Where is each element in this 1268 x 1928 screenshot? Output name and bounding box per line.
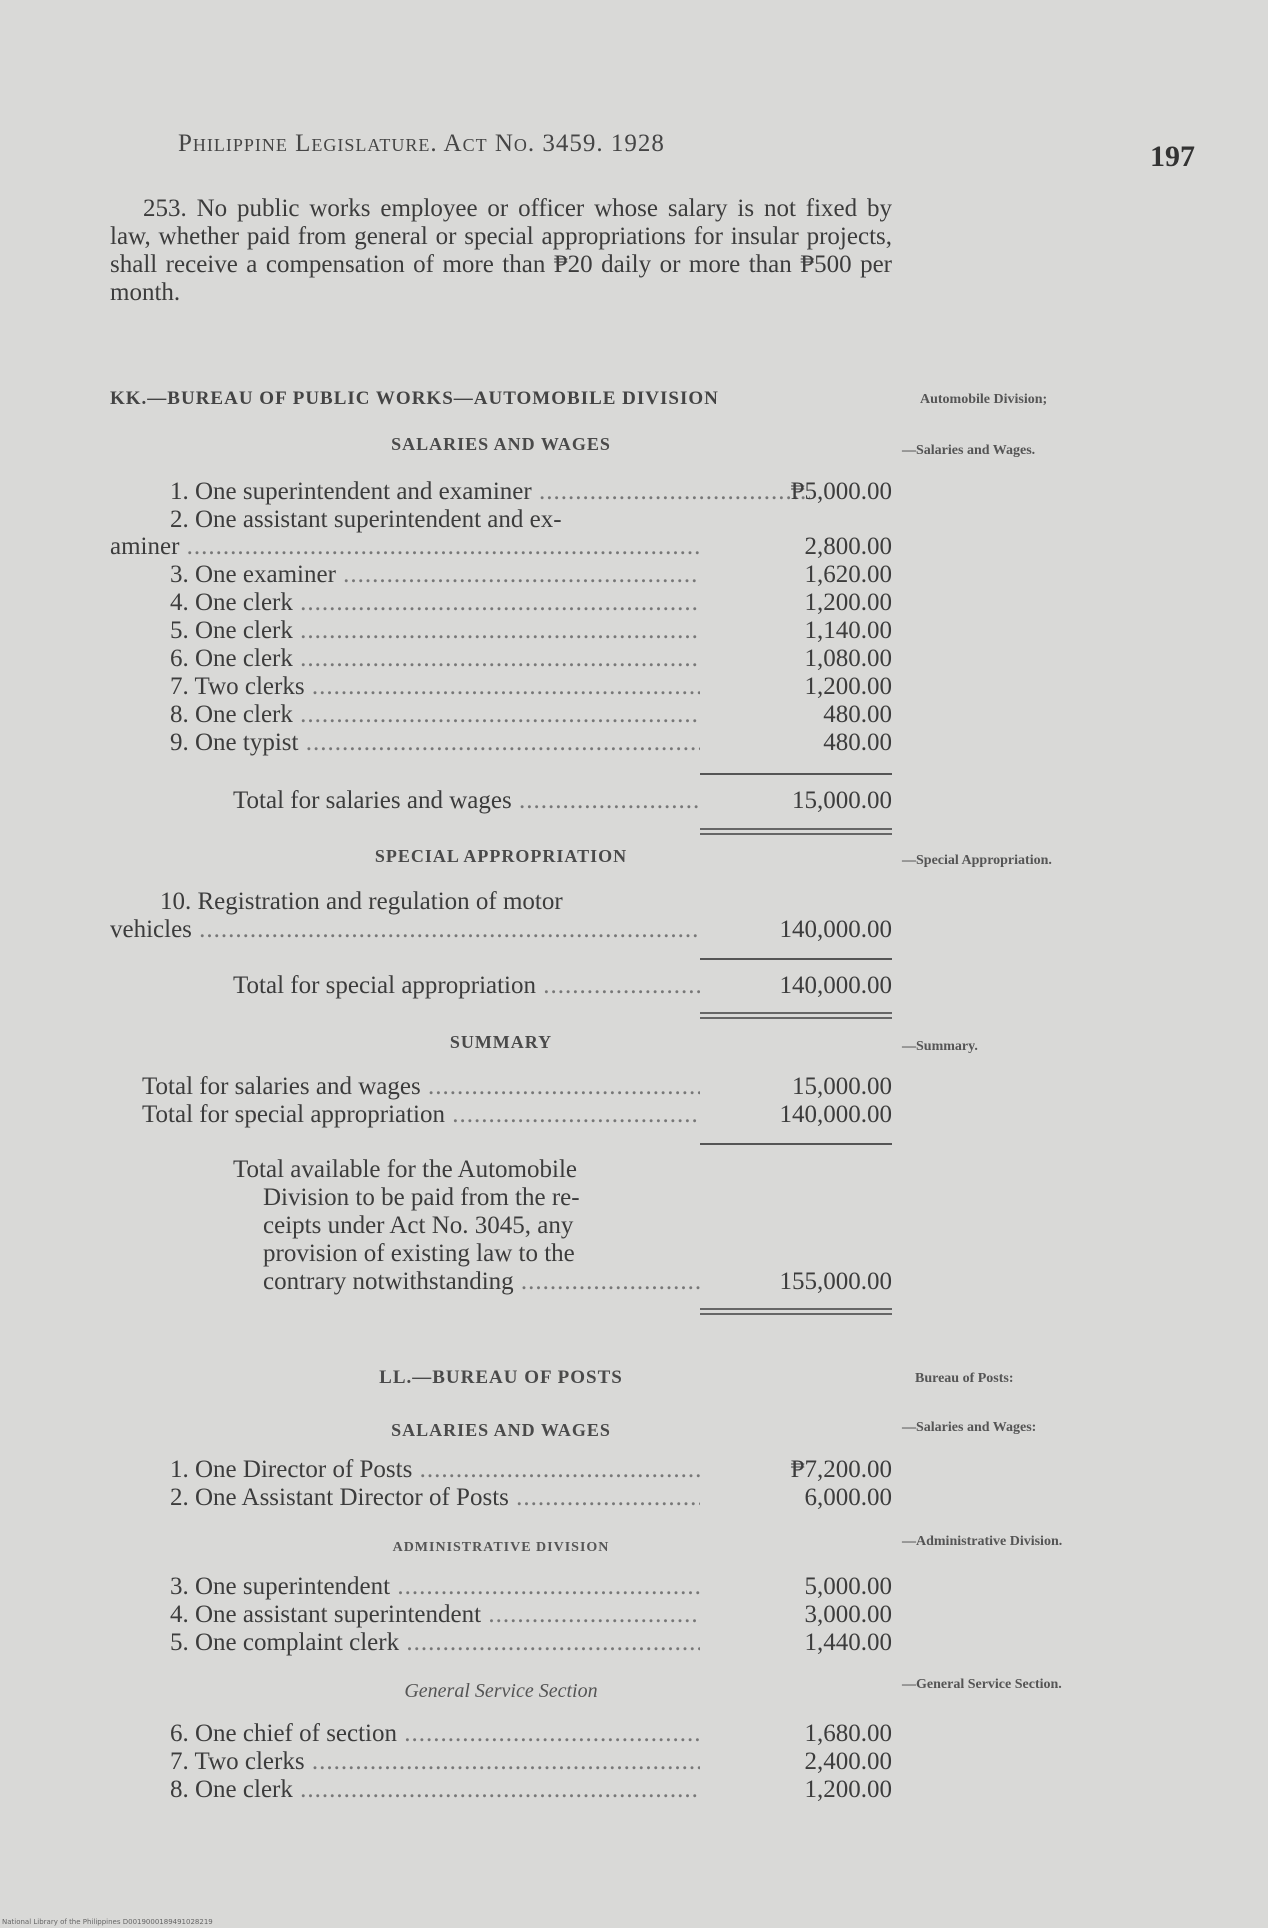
kk-total-available: contrary notwithstanding ..... 155,000.00: [110, 1268, 892, 1296]
kk-summary-special: Total for special appropriation ..... 140,000.00: [110, 1101, 892, 1129]
kk-total-available-text: [233, 1156, 703, 1268]
kk-item-2-line2: aminer ..... 2,800.00: [110, 533, 892, 561]
kk-item-10-line1: 10. Registration and regulation of motor: [160, 888, 563, 915]
footer-note: National Library of the Philippines D0019000189491028219: [2, 1918, 213, 1926]
kk-total-special: Total for special appropriation ..... 140,000.00: [110, 972, 892, 1000]
section-ll-title: LL.—BUREAU OF POSTS: [379, 1367, 623, 1388]
kk-item-7: 7. Two clerks ..... 1,200.00: [110, 673, 892, 701]
margin-note-automobile: Automobile Division;: [920, 392, 1048, 407]
page-number: 197: [1150, 140, 1195, 173]
kk-item-8: 8. One clerk ..... 480.00: [110, 701, 892, 729]
margin-note-kk-salaries: —Salaries and Wages.: [902, 443, 1036, 458]
kk-item-2-line1: 2. One assistant superintendent and ex-: [170, 506, 562, 533]
kk-salaries-heading: SALARIES AND WAGES: [391, 434, 611, 454]
kk-total-salaries: Total for salaries and wages ..... 15,000.00: [110, 787, 892, 815]
margin-note-ll-admin: —Administrative Division.: [902, 1534, 1063, 1549]
ll-item-5: 5. One complaint clerk ..... 1,440.00: [110, 1629, 892, 1657]
ll-item-6: 6. One chief of section ..... 1,680.00: [110, 1720, 892, 1748]
section-253-paragraph: [110, 195, 892, 307]
double-rule: [700, 1012, 892, 1019]
ll-salaries-heading: SALARIES AND WAGES: [391, 1420, 611, 1440]
double-rule: [700, 1308, 892, 1315]
ll-item-1: 1. One Director of Posts ..... ₱7,200.00: [110, 1456, 892, 1484]
margin-note-ll-salaries: —Salaries and Wages:: [902, 1420, 1037, 1435]
kk-item-5: 5. One clerk ..... 1,140.00: [110, 617, 892, 645]
total-available-line: ceipts under Act No. 3045, any: [263, 1212, 574, 1239]
kk-item-9: 9. One typist ..... 480.00: [110, 729, 892, 757]
running-header: Philippine Legislature. Act No. 3459. 1928: [178, 130, 665, 157]
ll-item-3: 3. One superintendent ..... 5,000.00: [110, 1573, 892, 1601]
ll-gss-heading: General Service Section: [404, 1680, 598, 1702]
total-available-line: Total available for the Automobile: [233, 1156, 577, 1183]
kk-special-heading: SPECIAL APPROPRIATION: [374, 846, 628, 866]
double-rule: [700, 828, 892, 835]
total-available-line: Division to be paid from the re-: [263, 1184, 580, 1211]
kk-item-10-line2: vehicles ..... 140,000.00: [110, 916, 892, 944]
kk-item-6: 6. One clerk ..... 1,080.00: [110, 645, 892, 673]
margin-note-ll-gss: —General Service Section.: [902, 1677, 1062, 1692]
rule: [700, 1143, 892, 1145]
ll-item-8: 8. One clerk ..... 1,200.00: [110, 1776, 892, 1804]
kk-item-4: 4. One clerk ..... 1,200.00: [110, 589, 892, 617]
margin-note-kk-summary: —Summary.: [902, 1039, 978, 1054]
margin-note-kk-special: —Special Appropriation.: [902, 853, 1052, 868]
kk-item-3: 3. One examiner ..... 1,620.00: [110, 561, 892, 589]
kk-item-1: 1. One superintendent and examiner ..... ₱5,000.00: [110, 478, 892, 506]
paragraph-text: 253. No public works employee or officer whose salary is not fixed by law, whether paid from general or special appropriations for insular projects, shall receive a compensation of more than ₱20 daily or more than ₱500 per month.: [110, 195, 892, 306]
rule: [700, 773, 892, 775]
section-kk-title: KK.—BUREAU OF PUBLIC WORKS—AUTOMOBILE DIVISION: [110, 388, 719, 409]
rule: [700, 958, 892, 960]
ll-item-7: 7. Two clerks ..... 2,400.00: [110, 1748, 892, 1776]
margin-note-posts: Bureau of Posts:: [915, 1371, 1014, 1386]
ll-item-4: 4. One assistant superintendent ..... 3,000.00: [110, 1601, 892, 1629]
kk-summary-salaries: Total for salaries and wages ..... 15,000.00: [110, 1073, 892, 1101]
ll-admin-heading: ADMINISTRATIVE DIVISION: [392, 1540, 610, 1555]
kk-summary-heading: SUMMARY: [449, 1032, 553, 1052]
ll-item-2: 2. One Assistant Director of Posts ..... 6,000.00: [110, 1484, 892, 1512]
total-available-line: provision of existing law to the: [263, 1240, 575, 1267]
